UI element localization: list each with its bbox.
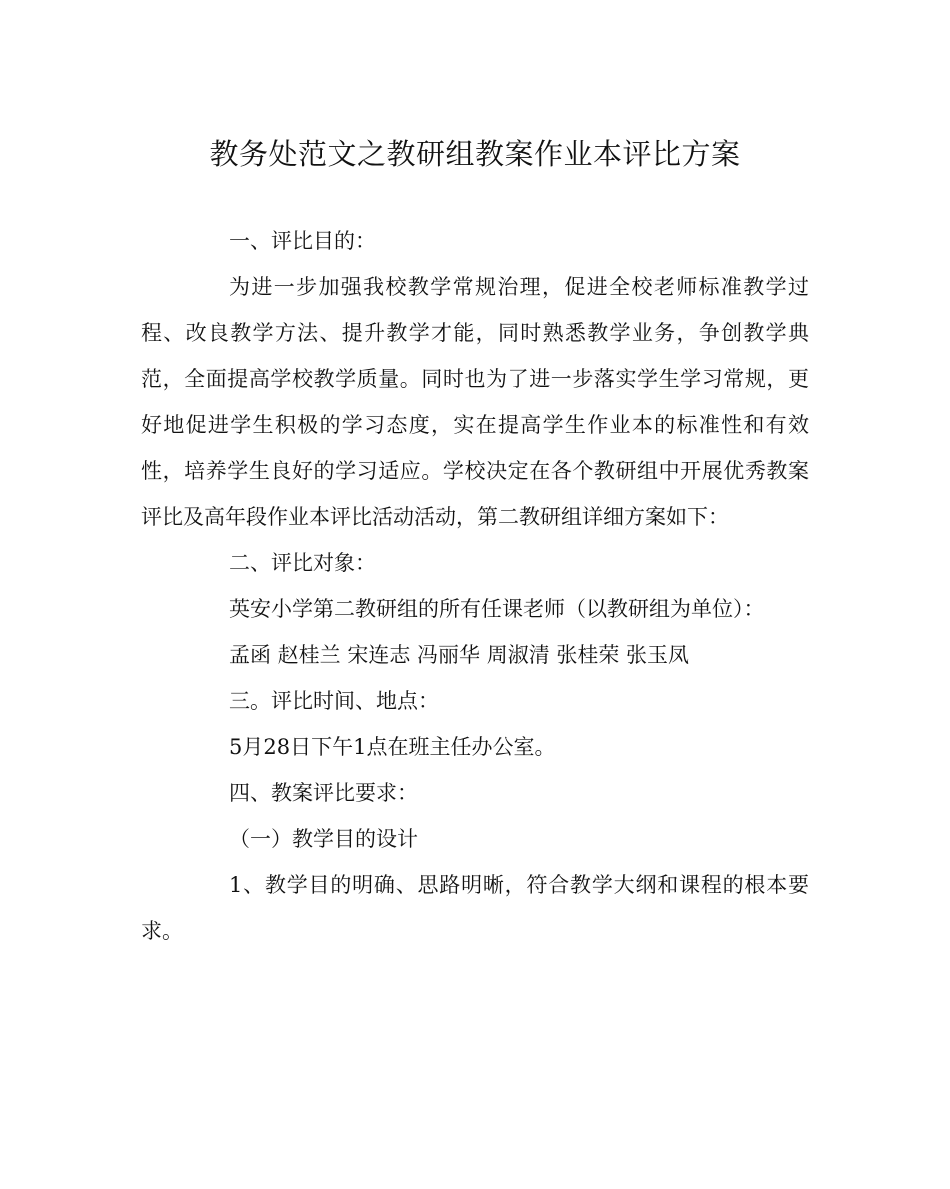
document-body — [141, 218, 809, 954]
section-heading-requirements: 四、教案评比要求： — [229, 781, 418, 805]
paragraph-objective-item-1: 1、教学目的明确、思路明晰，符合教学大纲和课程的根本要求。 — [141, 873, 809, 943]
paragraph-purpose-text: 为进一步加强我校教学常规治理，促进全校老师标准教学过程、改良教学方法、提升教学才能，同时熟悉教学业务，争创教学典范，全面提高学校教学质量。同时也为了进一步落实学生学习常规，更好地促进学生积极的学习态度，实在提高学生作业本的标准性和有效性，培养学生良好的学习适应。学校决定在各个教研组中开展优秀教案评比及高年段作业本评比活动活动，第二教研组详细方案如下： — [141, 275, 809, 529]
section-heading-time-place: 三。评比时间、地点： — [229, 689, 439, 713]
subsection-heading-objective-design: （一）教学目的设计 — [229, 827, 418, 851]
paragraph-time-place-text: 5月28日下午1点在班主任办公室。 — [229, 735, 556, 759]
document-title: 教务处范文之教研组教案作业本评比方案 — [209, 137, 741, 171]
section-heading-participants: 二、评比对象： — [229, 551, 376, 575]
paragraph-teacher-names: 孟函 赵桂兰 宋连志 冯丽华 周淑清 张桂荣 张玉凤 — [229, 643, 690, 667]
paragraph-participants-text: 英安小学第二教研组的所有任课老师（以教研组为单位）： — [229, 597, 765, 621]
section-heading-purpose: 一、评比目的： — [229, 229, 376, 253]
